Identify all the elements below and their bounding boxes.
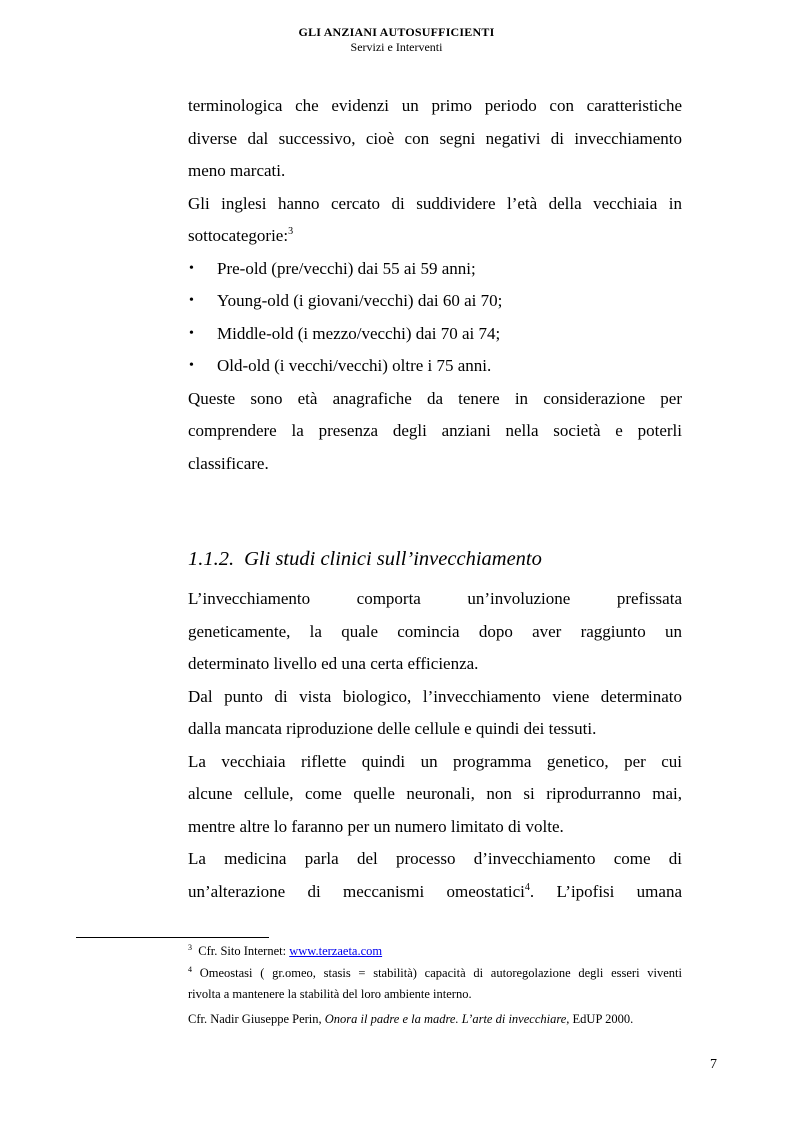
list-item xyxy=(188,350,682,383)
section-body xyxy=(188,583,682,908)
intro-paragraph-line xyxy=(188,220,682,253)
bullet-icon: • xyxy=(189,325,194,341)
body-text: un’alterazione di meccanismi omeostatici xyxy=(188,881,525,901)
list-item-text: Young-old (i giovani/vecchi) dai 60 ai 70; xyxy=(217,291,503,310)
list-item xyxy=(188,318,682,351)
footnote-number: 4 xyxy=(188,964,192,974)
list-item xyxy=(188,253,682,286)
footnote-4 xyxy=(188,963,682,985)
body-text: . L’ipofisi umana xyxy=(529,881,683,901)
running-header-title: GLI ANZIANI AUTOSUFFICIENTI xyxy=(298,25,495,39)
intro-paragraph-line: terminologica che evidenzi un primo periodo con caratteristiche xyxy=(188,96,682,115)
footnote-ref-4[interactable]: 4 xyxy=(524,881,530,893)
citation-suffix: , EdUP 2000. xyxy=(566,1011,634,1026)
footnote-text: Cfr. Sito Internet: xyxy=(198,944,290,958)
footnote-separator xyxy=(76,937,269,938)
page-number: 7 xyxy=(710,1057,717,1072)
outro-paragraph-line: comprendere la presenza degli anziani nella società e poterli xyxy=(188,421,682,440)
footnote-citation xyxy=(188,1009,682,1031)
bullet-icon: • xyxy=(189,260,194,276)
list-item xyxy=(188,285,682,318)
footnotes xyxy=(188,941,682,1030)
footnote-number: 3 xyxy=(188,943,192,952)
body-line: mentre altre lo faranno per un numero limitato di volte. xyxy=(188,816,564,836)
footnote-link[interactable]: www.terzaeta.com xyxy=(289,944,383,958)
intro-text: sottocategorie: xyxy=(188,226,289,245)
bullet-icon: • xyxy=(189,293,194,308)
footnote-4-cont: rivolta a mantenere la stabilità del loro ambiente interno. xyxy=(188,987,472,1001)
body-line xyxy=(188,876,682,909)
body-line: geneticamente, la quale comincia dopo aver raggiunto un xyxy=(188,621,682,641)
footnote-text: Omeostasi ( gr.omeo, stasis = stabilità) capacità di autoregolazione degli esseri viventi xyxy=(199,965,682,980)
body-line: La medicina parla del processo d’invecchiamento come di xyxy=(188,849,682,868)
intro-paragraph-line: meno marcati. xyxy=(188,161,286,180)
citation-title: Onora il padre e la madre. L’arte di invecchiare xyxy=(324,1011,567,1026)
body-line: alcune cellule, come quelle neuronali, non si riprodurranno mai, xyxy=(188,784,682,803)
intro-paragraph-line: diverse dal successivo, cioè con segni negativi di invecchiamento xyxy=(188,128,682,148)
age-category-list xyxy=(188,253,682,383)
body-line: dalla mancata riproduzione delle cellule e quindi dei tessuti. xyxy=(188,719,597,738)
list-item-text: Pre-old (pre/vecchi) dai 55 ai 59 anni; xyxy=(217,258,476,278)
body-line: La vecchiaia riflette quindi un programma genetico, per cui xyxy=(188,751,682,771)
footnote-ref-3[interactable]: 3 xyxy=(288,226,294,237)
body-line: Dal punto di vista biologico, l’invecchiamento viene determinato xyxy=(188,686,682,706)
body-line: L’invecchiamento comporta un’involuzione prefissata xyxy=(188,589,682,608)
section-number: 1.1.2. xyxy=(188,548,235,570)
footnote-3 xyxy=(188,941,682,963)
section-title: Gli studi clinici sull’invecchiamento xyxy=(244,548,542,570)
list-item-text: Middle-old (i mezzo/vecchi) dai 70 ai 74; xyxy=(217,323,501,343)
list-item-text: Old-old (i vecchi/vecchi) oltre i 75 anni. xyxy=(217,356,492,375)
running-header-subtitle: Servizi e Interventi xyxy=(350,40,443,54)
section-heading xyxy=(188,548,542,571)
citation-prefix: Cfr. Nadir Giuseppe Perin, xyxy=(188,1011,325,1026)
bullet-icon: • xyxy=(189,358,194,373)
outro-paragraph-line: Queste sono età anagrafiche da tenere in considerazione per xyxy=(188,388,682,408)
outro-paragraph-line: classificare. xyxy=(188,453,269,473)
intro-paragraph-line: Gli inglesi hanno cercato di suddividere l’età della vecchiaia in xyxy=(188,193,682,213)
intro-block xyxy=(188,90,682,480)
body-line: determinato livello ed una certa efficienza. xyxy=(188,654,479,673)
